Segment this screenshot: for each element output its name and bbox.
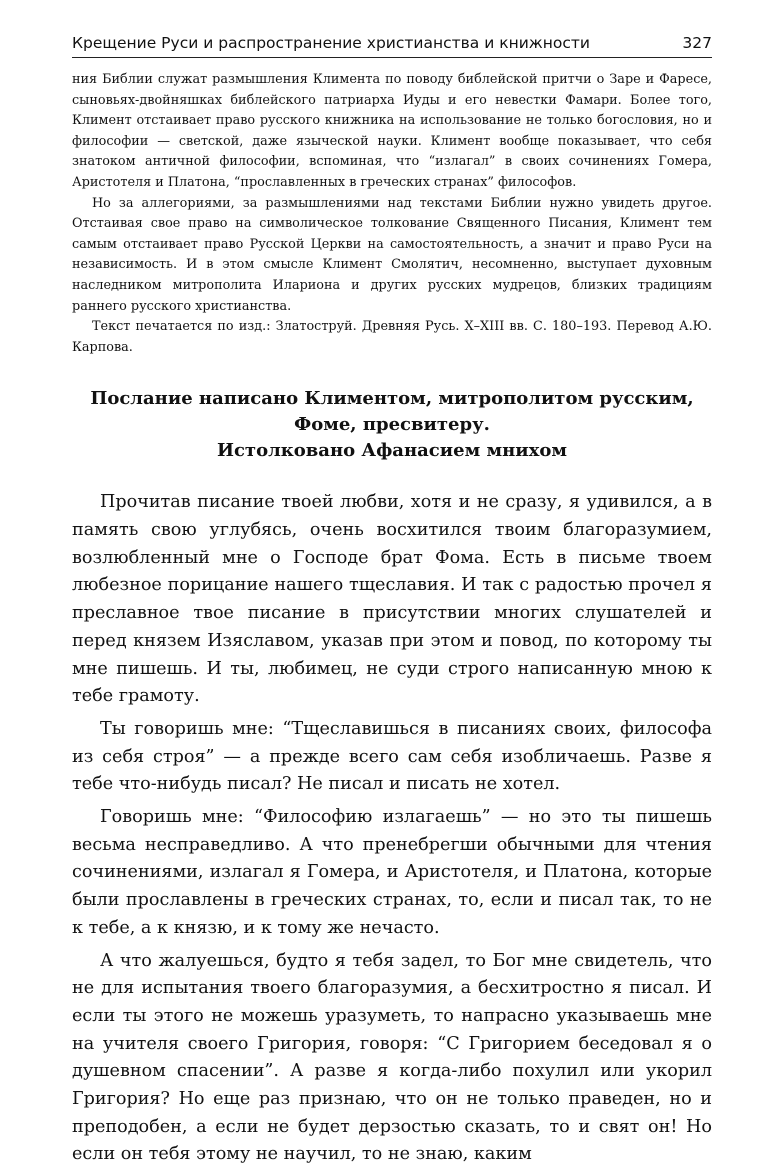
- letter-text: [72, 489, 712, 1169]
- letter-paragraph: Прочитав писание твоей любви, хотя и не сразу, я удивился, а в память свою углубясь, очень восхитился твоим благоразумием, возлюбленный мне о Господе брат Фома. Есть в письме твоем любезное порицание нашего тщеславия. И так с радостью прочел я преславное твое писание в присутствии многих слушателей и перед князем Изяславом, указав при этом и повод, по которому ты мне пишешь. И ты, любимец, не суди строго написанную мною к тебе грамоту.: [72, 492, 712, 707]
- running-head: [72, 28, 712, 58]
- section-title-line: Истолковано Афанасием мнихом: [216, 440, 568, 462]
- section-title-line: Фоме, пресвитеру.: [294, 414, 490, 436]
- page-number: 327: [682, 34, 712, 52]
- section-title-line: Послание написано Климентом, митрополитом русским,: [90, 388, 694, 410]
- commentary-paragraph: Но за аллегориями, за размышлениями над текстами Библии нужно увидеть другое. Отстаивая свое право на символическое толкование Священного Писания, Климент тем самым отстаивает право Русской Церкви на самостоятельность, а значит и право Руси на независимость. И в этом смысле Климент Смолятич, несомненно, выступает духовным наследником митрополита Илариона и других русских мудрецов, близких традициям раннего русского христианства.: [72, 195, 712, 314]
- letter-paragraph: Ты говоришь мне: “Тщеславишься в писаниях своих, философа из себя строя” — а прежде всего сам себя изобличаешь. Разве я тебе что-нибудь писал? Не писал и писать не хотел.: [72, 718, 712, 795]
- section-title: [72, 386, 712, 464]
- source-note: Текст печатается по изд.: Златоструй. Древняя Русь. X–XIII вв. С. 180–193. Перевод А.Ю. Карпова.: [72, 319, 712, 355]
- letter-paragraph: А что жалуешься, будто я тебя задел, то Бог мне свидетель, что не для испытания твоего благоразумия, а бесхитростно я писал. И если ты этого не можешь уразуметь, то напрасно указываешь мне на учителя своего Григория, говоря: “С Григорием беседовал я о душевном спасении”. А разве я когда-либо похулил или укорил Григория? Но еще раз признаю, что он не только праведен, но и преподобен, а если не будет дерзостью сказать, то и свят он! Но если он тебя этому не научил, то не знаю, каким: [72, 950, 712, 1165]
- letter-paragraph: Говоришь мне: “Философию излагаешь” — но это ты пишешь весьма несправедливо. А что пренебрегши обычными для чтения сочинениями, излагал я Гомера, и Аристотеля, и Платона, которые были прославлены в греческих странах, то, если и писал так, то не к тебе, а к князю, и к тому же нечасто.: [72, 807, 712, 938]
- commentary-paragraph: ния Библии служат размышления Климента по поводу библейской притчи о Заре и Фаресе, сыновьях-двойняшках библейского патриарха Иуды и его невестки Фамари. Более того, Климент отстаивает право русского книжника на использование не только богословия, но и философии — светской, даже языческой науки. Климент вообще показывает, что себя знатоком античной философии, вспоминая, что “излагал” в своих сочинениях Гомера, Аристотеля и Платона, “прославленных в греческих странах” философов.: [72, 72, 712, 190]
- running-title: Крещение Руси и распространение христианства и книжности: [72, 34, 591, 52]
- book-page: [72, 0, 712, 1174]
- commentary-block: [72, 70, 712, 358]
